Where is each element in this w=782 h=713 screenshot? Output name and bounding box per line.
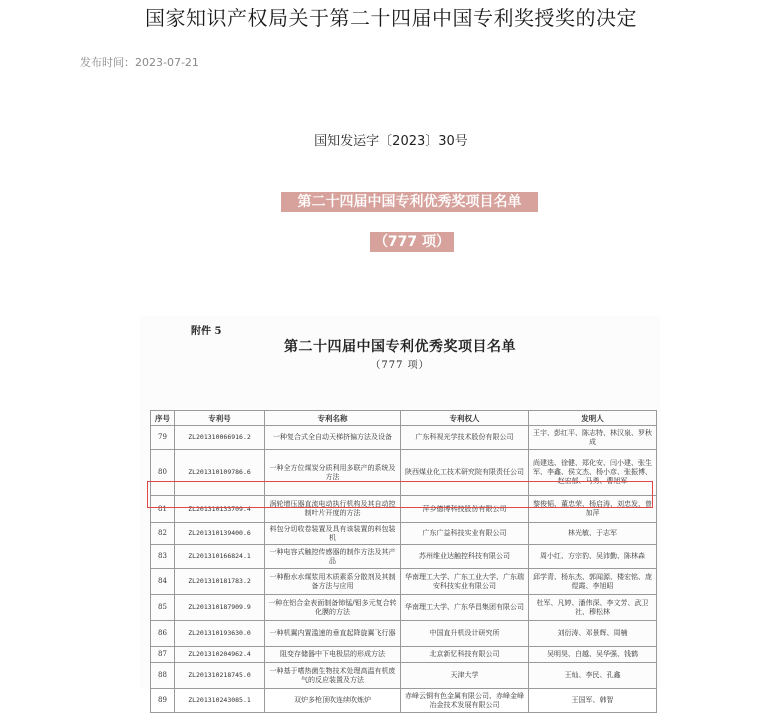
attachment-label: 附件 5 [191, 326, 222, 337]
cell-inventors: 林光敏、于志军 [529, 523, 657, 545]
cell-patent-no: ZL201310193630.0 [175, 621, 265, 647]
cell-inventors: 吴明昊、白越、吴华强、钱鹤 [529, 647, 657, 663]
table-row-highlighted [151, 496, 657, 523]
header-patent-name: 专利名称 [265, 411, 401, 426]
cell-inventors: 王宇、彭红平、陈志特、林汉泉、罗秋成 [529, 426, 657, 450]
cell-holder: 中国直升机设计研究所 [401, 621, 529, 647]
header-patent-no: 专利号 [175, 411, 265, 426]
cell-patent-no: ZL201310187909.9 [175, 595, 265, 621]
table-row [151, 523, 657, 545]
table-row [151, 647, 657, 663]
cell-patent-no: ZL201310181783.2 [175, 569, 265, 595]
cell-patent-name: 一种在铝合金表面制备铈锰/钼多元复合转化膜的方法 [265, 595, 401, 621]
cell-seq: 79 [151, 426, 175, 450]
cell-inventors: 刘衍涛、邓景辉、周楠 [529, 621, 657, 647]
cell-holder: 陕西煤业化工技术研究院有限责任公司 [401, 450, 529, 496]
cell-inventors: 杜军、凡婷、潘伟深、李文芳、武卫社、穆松林 [529, 595, 657, 621]
table-row [151, 569, 657, 595]
cell-patent-name: 一种全方位煤炭分质利用多联产的系统及方法 [265, 450, 401, 496]
cell-seq: 81 [151, 496, 175, 523]
cell-seq: 88 [151, 663, 175, 689]
cell-patent-name: 一种酚水水煤浆用木质素系分散剂及其制备方法与应用 [265, 569, 401, 595]
cell-inventors: 王国军、韩智 [529, 689, 657, 713]
cell-patent-no: ZL201310133709.4 [175, 496, 265, 523]
scan-count: （777 项） [370, 360, 430, 371]
scan-title: 第二十四届中国专利优秀奖项目名单 [284, 339, 516, 355]
cell-patent-name: 料包分切收卷装置及具有该装置的料包装机 [265, 523, 401, 545]
page-title: 国家知识产权局关于第二十四届中国专利奖授奖的决定 [145, 6, 637, 30]
cell-patent-name: 一种机翼内置滥速的垂直起降旋翼飞行器 [265, 621, 401, 647]
cell-inventors: 王灿、李民、孔鑫 [529, 663, 657, 689]
cell-holder: 赤峰云铜有色金属有限公司、赤峰金峰冶金技术发展有限公司 [401, 689, 529, 713]
scanned-attachment [140, 316, 660, 709]
cell-inventors: 邱学青、杨东杰、郭闻源、楼宏铭、庞煜霞、李旭昭 [529, 569, 657, 595]
table-row [151, 595, 657, 621]
cell-holder: 天津大学 [401, 663, 529, 689]
document-number: 国知发运字〔2023〕30号 [314, 134, 468, 149]
publish-date: 发布时间：2023-07-21 [80, 56, 199, 69]
cell-holder: 苏州维业达触控科技有限公司 [401, 545, 529, 569]
cell-holder: 华南理工大学、广东华昌集团有限公司 [401, 595, 529, 621]
cell-patent-name: 涡轮增压器直流电动执行机构及其自动控制叶片开度的方法 [265, 496, 401, 523]
cell-seq: 84 [151, 569, 175, 595]
cell-inventors: 周小红、方宗豹、吴沛勤、陈林森 [529, 545, 657, 569]
award-table [150, 410, 657, 713]
table-row [151, 545, 657, 569]
table-row [151, 450, 657, 496]
cell-seq: 89 [151, 689, 175, 713]
cell-patent-no: ZL201310139400.6 [175, 523, 265, 545]
header-inventors: 发明人 [529, 411, 657, 426]
cell-patent-name: 阻变存储器中下电极层的形成方法 [265, 647, 401, 663]
cell-seq: 80 [151, 450, 175, 496]
table-header-row [151, 411, 657, 426]
header-seq: 序号 [151, 411, 175, 426]
cell-patent-name: 一种复合式全自动天梯挤偏方法及设备 [265, 426, 401, 450]
cell-holder: 华南理工大学、广东工业大学、广东瑞安科技实业有限公司 [401, 569, 529, 595]
cell-patent-no: ZL201310218745.0 [175, 663, 265, 689]
header-holder: 专利权人 [401, 411, 529, 426]
cell-seq: 83 [151, 545, 175, 569]
cell-patent-no: ZL201310166824.1 [175, 545, 265, 569]
cell-inventors: 黎俊韬、董忠荣、杨启涛、刘忠发、曾加萍 [529, 496, 657, 523]
cell-patent-no: ZL201310204962.4 [175, 647, 265, 663]
cell-holder: 北京新忆科技有限公司 [401, 647, 529, 663]
highlighted-list-title: 第二十四届中国专利优秀奖项目名单 [281, 192, 538, 212]
cell-seq: 85 [151, 595, 175, 621]
cell-patent-name: 一种电容式触控传感器的制作方法及其产品 [265, 545, 401, 569]
cell-seq: 87 [151, 647, 175, 663]
table-row [151, 621, 657, 647]
cell-seq: 86 [151, 621, 175, 647]
table-row [151, 663, 657, 689]
cell-inventors: 尚建选、徐健、郑化安、闫小建、张生军、李鑫、侯文杰、杨小彦、张振博、赵宏郁、马勇、曹旭军 [529, 450, 657, 496]
cell-holder: 广东科视光学技术股份有限公司 [401, 426, 529, 450]
cell-patent-no: ZL201310243085.1 [175, 689, 265, 713]
cell-patent-no: ZL201310066916.2 [175, 426, 265, 450]
table-row [151, 426, 657, 450]
table-row [151, 689, 657, 713]
highlighted-list-count: （777 项） [370, 232, 454, 252]
cell-patent-name: 一种基于嗜热菌生物技术处理高温有机废气的反应装置及方法 [265, 663, 401, 689]
cell-patent-no: ZL201310109786.6 [175, 450, 265, 496]
cell-holder: 广东广益科技实业有限公司 [401, 523, 529, 545]
cell-seq: 82 [151, 523, 175, 545]
cell-patent-name: 双炉多枪顶吹连续吹炼炉 [265, 689, 401, 713]
cell-holder: 萍乡德博科技股份有限公司 [401, 496, 529, 523]
